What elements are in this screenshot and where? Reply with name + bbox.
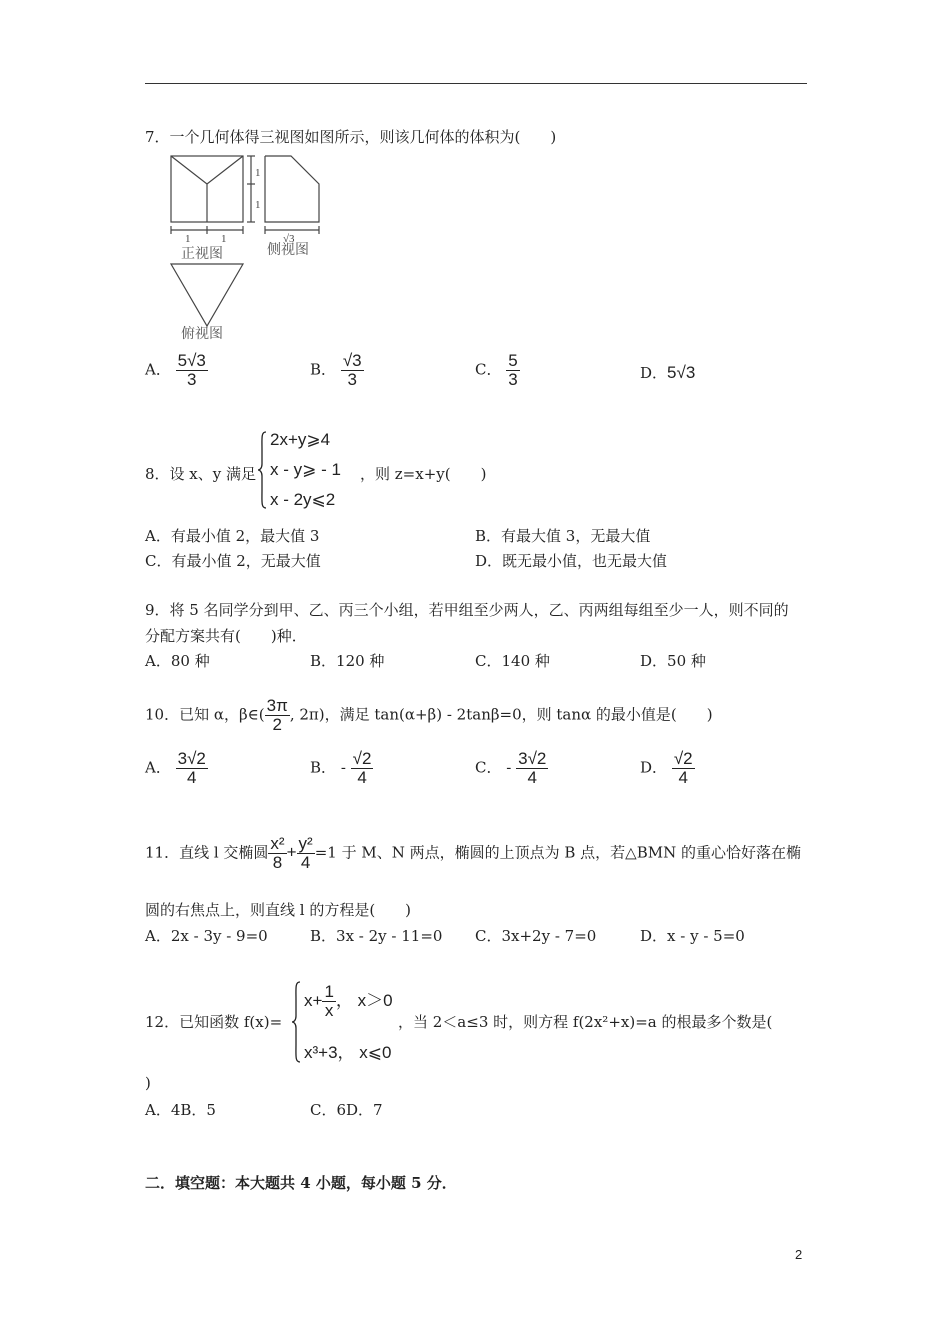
q10-option-a: A． $\frac{3√2}{4}$: [145, 749, 206, 787]
q8-constraint-2: x - y⩾ - 1: [270, 460, 341, 479]
dim-1-left: 1: [185, 233, 191, 245]
q10-stem: 10．已知 α，β∈( $\frac{3\pi}{2}$ , 2π)，满足 tan(α+β) - 2tanβ=0，则 tanα 的最小值是( ): [145, 696, 713, 734]
q7-option-a: A． $\frac{5√3}{3}$: [145, 351, 206, 389]
side-view-label: 侧视图: [267, 242, 309, 258]
q12-case-2: x³+3， x⩽0: [304, 1043, 392, 1062]
q8-option-d: D．既无最小值，也无最大值: [475, 552, 668, 570]
dim-1-right: 1: [221, 233, 227, 245]
q7-stem: 7．一个几何体得三视图如图所示，则该几何体的体积为( ): [145, 128, 557, 146]
q7-option-d: D．5√3: [640, 363, 696, 382]
q9-option-b: B．120 种: [310, 652, 385, 670]
header-rule: [145, 83, 807, 84]
q8-constraint-1: 2x+y⩾4: [270, 430, 331, 449]
q9-stem-line1: 9．将 5 名同学分到甲、乙、丙三个小组，若甲组至少两人，乙、丙两组每组至少一人，则不同的: [145, 601, 789, 619]
top-view-label: 俯视图: [181, 326, 223, 342]
q11-stem-line2: 圆的右焦点上，则直线 l 的方程是( ): [145, 901, 412, 919]
q8-brace: [257, 430, 267, 510]
q12-stem-close: ): [145, 1074, 151, 1092]
q8-option-c: C．有最小值 2，无最大值: [145, 552, 321, 570]
q7-option-b: B． $\frac{√3}{3}$: [310, 351, 362, 389]
q9-option-a: A．80 种: [145, 652, 210, 670]
section-2-heading: 二．填空题：本大题共 4 小题，每小题 5 分．: [145, 1174, 457, 1192]
q9-stem-line2: 分配方案共有( )种．: [145, 627, 307, 645]
q11-option-b: B．3x - 2y - 11=0: [310, 927, 443, 945]
q8-stem-post: ，则 z=x+y( ): [360, 465, 487, 483]
q9-option-d: D．50 种: [640, 652, 706, 670]
q12-options-ab: A．4B．5: [145, 1101, 216, 1119]
q8-constraint-3: x - 2y⩽2: [270, 490, 336, 509]
q8-option-a: A．有最小值 2，最大值 3: [145, 527, 320, 545]
q12-options-cd: C．6D．7: [310, 1101, 383, 1119]
q7-option-c: C． $\frac{5}{3}$: [475, 351, 518, 389]
q12-brace: [291, 980, 301, 1064]
q8-stem-pre: 8．设 x、y 满足: [145, 465, 257, 483]
q12-case-1: x+ $\frac{1}{x}$ ， x＞0: [304, 982, 393, 1020]
dim-1-top: 1: [255, 167, 261, 179]
q12-stem-post: ，当 2＜a≤3 时，则方程 f(2x²+x)=a 的根最多个数是(: [398, 1013, 773, 1031]
q9-option-c: C．140 种: [475, 652, 550, 670]
page-number: 2: [795, 1247, 803, 1262]
q11-stem: 11．直线 l 交椭圆 $\frac{\text{x²}}{8}$ + $\frac{\text{y²}}{4}$ =1 于 M、N 两点，椭圆的上顶点为 B 点，若△BMN 的重心恰好落在椭: [145, 834, 801, 872]
three-view-figure: [163, 150, 333, 345]
q10-option-c: C． - $\frac{3√2}{4}$: [475, 749, 547, 787]
q11-option-c: C．3x+2y - 7=0: [475, 927, 597, 945]
q8-option-b: B．有最大值 3，无最大值: [475, 527, 651, 545]
dim-1-bottom: 1: [255, 199, 261, 211]
q10-option-d: D． $\frac{√2}{4}$: [640, 749, 693, 787]
q12-stem-pre: 12．已知函数 f(x)=: [145, 1013, 283, 1031]
front-view-label: 正视图: [181, 246, 223, 262]
q11-option-a: A．2x - 3y - 9=0: [145, 927, 268, 945]
q10-option-b: B． - $\frac{√2}{4}$: [310, 749, 372, 787]
dim-sqrt3: √3: [283, 233, 295, 245]
q11-option-d: D．x - y - 5=0: [640, 927, 745, 945]
